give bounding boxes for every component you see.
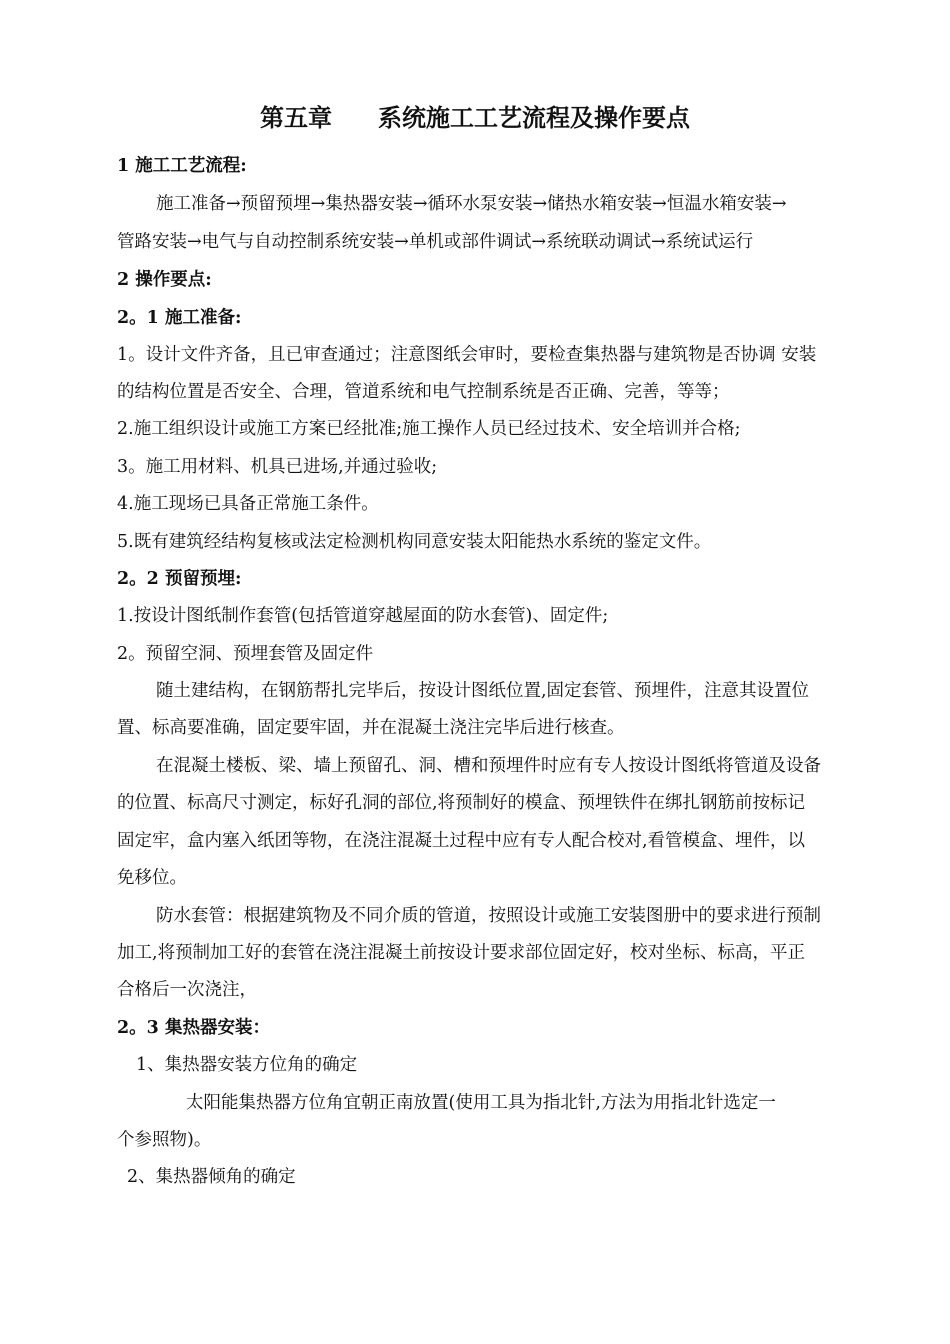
prep-item-3: 3。施工用材料、机具已进场,并通过验收;: [117, 457, 438, 477]
chapter-name: 系统施工工艺流程及操作要点: [378, 103, 690, 132]
chapter-title: [0, 101, 950, 135]
prep-item-1-line-1: 1。设计文件齐备，且已审查通过；注意图纸会审时，要检查集热器与建筑物是否协调 安装: [117, 345, 817, 365]
flow-line-2: 管路安装→电气与自动控制系统安装→单机或部件调试→系统联动调试→系统试运行: [117, 232, 754, 252]
embed-para-3-line-2: 加工,将预制加工好的套管在浇注混凝土前按设计要求部位固定好，校对坐标、标高，平正: [117, 943, 806, 963]
embed-para-3-line-3: 合格后一次浇注，: [117, 980, 257, 1000]
subsection-2-3-heading: 2。3 集热器安装：: [117, 1018, 270, 1038]
embed-para-2-line-1: 在混凝土楼板、梁、墙上预留孔、洞、槽和预埋件时应有专人按设计图纸将管道及设备: [156, 756, 821, 776]
embed-para-1-line-2: 置、标高要准确，固定要牢固，并在混凝土浇注完毕后进行核查。: [117, 718, 625, 738]
embed-item-2: 2。预留空洞、预埋套管及固定件: [117, 644, 374, 664]
embed-para-2-line-2: 的位置、标高尺寸测定，标好孔洞的部位,将预制好的模盒、预埋铁件在绑扎钢筋前按标记: [117, 793, 806, 813]
embed-para-1-line-1: 随土建结构，在钢筋帮扎完毕后，按设计图纸位置,固定套管、预埋件，注意其设置位: [156, 681, 810, 701]
prep-item-2: 2.施工组织设计或施工方案已经批准;施工操作人员已经过技术、安全培训并合格;: [117, 419, 741, 439]
subsection-2-2-heading: 2。2 预留预埋:: [117, 569, 242, 589]
collector-item-2: 2、集热器倾角的确定: [127, 1167, 296, 1187]
flow-line-1: 施工准备→预留预埋→集热器安装→循环水泵安装→储热水箱安装→恒温水箱安装→: [156, 194, 787, 214]
collector-item-1-text-line-1: 太阳能集热器方位角宜朝正南放置(使用工具为指北针,方法为用指北针选定一: [186, 1093, 776, 1113]
embed-para-3-line-1: 防水套管：根据建筑物及不同介质的管道，按照设计或施工安装图册中的要求进行预制: [156, 906, 821, 926]
collector-item-1: 1、集热器安装方位角的确定: [136, 1055, 358, 1075]
subsection-2-1-heading: 2。1 施工准备:: [117, 308, 242, 328]
embed-item-1: 1.按设计图纸制作套管(包括管道穿越屋面的防水套管)、固定件;: [117, 606, 609, 626]
section-1-heading: 1 施工工艺流程:: [117, 156, 247, 176]
prep-item-1-line-2: 的结构位置是否安全、合理，管道系统和电气控制系统是否正确、完善，等等；: [117, 382, 730, 402]
section-2-heading: 2 操作要点:: [117, 270, 212, 290]
embed-para-2-line-3: 固定牢，盒内塞入纸团等物，在浇注混凝土过程中应有专人配合校对,看管模盒、埋件，以: [117, 831, 806, 851]
embed-para-2-line-4: 免移位。: [117, 868, 187, 888]
prep-item-4: 4.施工现场已具备正常施工条件。: [117, 494, 379, 514]
collector-item-1-text-line-2: 个参照物)。: [117, 1130, 212, 1150]
prep-item-5: 5.既有建筑经结构复核或法定检测机构同意安装太阳能热水系统的鉴定文件。: [117, 532, 712, 552]
chapter-number: 第五章: [260, 103, 332, 132]
